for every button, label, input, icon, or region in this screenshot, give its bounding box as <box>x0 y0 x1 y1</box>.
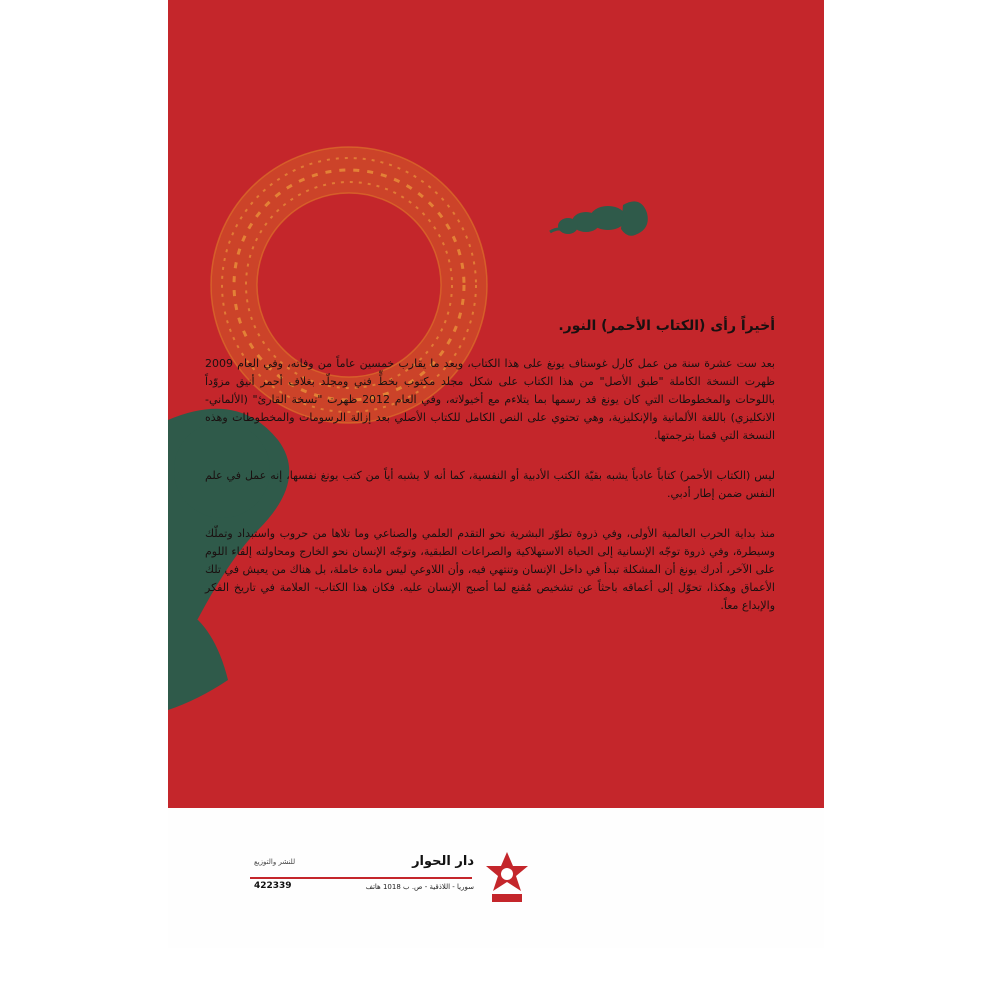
back-cover-title: أخيراً رأى (الكتاب الأحمر) النور. <box>558 318 775 334</box>
paragraph-1: بعد ست عشرة سنة من عمل كارل غوستاف يونغ على هذا الكتاب، وبعد ما يقارب خمسين عاماً من وفاته، وفي العام 2009 ظهرت النسخة الكاملة "طبق الأصل" من هذا الكتاب على شكل مجلد مكتوب بخطٍّ فني ومجلّد بغلاف أحمر أنيق مزوّداً باللوحات والمخطوطات التي كان يونغ قد رسمها بما يتلاءم مع أخيولاته، وفي العام 2012 ظهرت "نسخة القارئ" (الألماني-الانكليزي) باللغة الألمانية والإنكليزية، وهي تحتوي على النص الكامل للكتاب الأصلي بعد إزالة الرسومات والمخطوطات وهذه النسخة التي قمنا بترجمتها. <box>205 357 775 442</box>
publisher-phone: 422339 <box>254 881 292 891</box>
publisher-address: سوريا - اللاذقية - ص. ب 1018 هاتف <box>365 883 474 891</box>
publisher-block <box>250 850 530 910</box>
paragraph-3: منذ بداية الحرب العالمية الأولى، وفي ذروة تطوّر البشرية نحو التقدم العلمي والصناعي وما تلاها من حروب واستبداد وتملّك وسيطرة، وفي ذروة توجّه الإنسانية إلى الحياة الاستهلاكية والصراعات الطبقية، وتوجّه الإنسان نحو الخارج ومحاولته إلقاء اللوم على الآخر، أدرك يونغ أن المشكلة تبدأ في داخل الإنسان وتنتهي فيه، وأن اللاوعي ليس مادة خاملة، بل هناك من يعيش في تلك الأعماق وهكذا، تحوّل إلى أعماقه باحثاً عن تشخيص مُقنع لما أصبح الإنسان عليه. فكان هذا الكتاب- العلامة في تاريخ الفكر والإبداع معاً. <box>205 527 775 612</box>
publisher-subtitle: للنشر والتوزيع <box>254 858 296 866</box>
calligraphy-flourish-icon <box>550 201 648 235</box>
publisher-logo-icon <box>484 850 530 906</box>
paragraph-2: ليس (الكتاب الأحمر) كتاباً عادياً يشبه بقيّة الكتب الأدبية أو النفسية، كما أنه لا يشبه أياً من كتب يونغ نفسها، إنه عمل في علم النفس ضمن إطار أدبي. <box>205 469 775 500</box>
back-cover-text <box>205 315 775 637</box>
publisher-name: دار الحوار <box>412 854 474 869</box>
publisher-divider <box>250 877 472 879</box>
